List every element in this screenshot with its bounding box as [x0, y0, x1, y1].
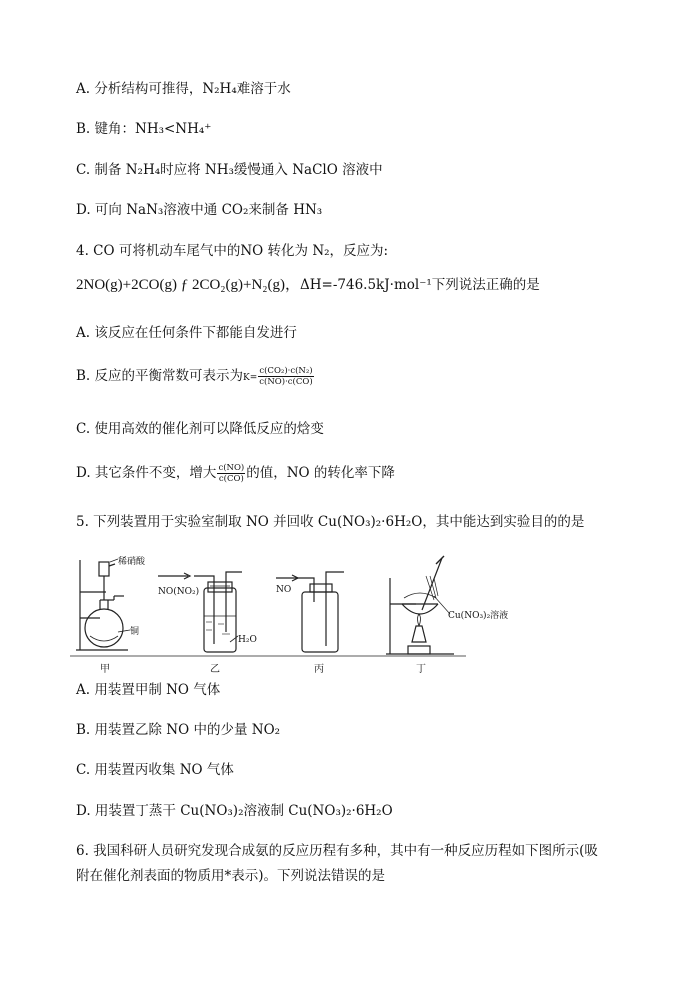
label-jia: 甲 — [100, 664, 110, 675]
label-water: H₂O — [238, 635, 257, 645]
q5-option-d: D. 用装置丁蒸干 Cu(NO₃)₂溶液制 Cu(NO₃)₂·6H₂O — [76, 803, 393, 819]
q5-option-a: A. 用装置甲制 NO 气体 — [76, 682, 221, 698]
q4-stem: 4. CO 可将机动车尾气中的NO 转化为 N₂，反应为: — [76, 243, 389, 259]
apparatus-bing — [276, 572, 344, 652]
apparatus-jia — [76, 559, 130, 650]
apparatus-ding — [386, 556, 454, 654]
q4-option-c: C. 使用高效的催化剂可以降低反应的焓变 — [76, 421, 324, 437]
q5-option-b: B. 用装置乙除 NO 中的少量 NO₂ — [76, 722, 281, 738]
q4-option-a: A. 该反应在任何条件下都能自发进行 — [76, 325, 297, 341]
q4-equation: 2NO(g)+2CO(g) ƒ 2CO₂(g)+N₂(g)， — [76, 277, 301, 293]
ratio-numerator: c(NO) — [218, 463, 245, 473]
q3-option-c: C. 制备 N₂H₄时应将 NH₃缓慢通入 NaClO 溶液中 — [76, 162, 383, 178]
q3-option-b: B. 键角：NH₃<NH₄⁺ — [76, 121, 212, 137]
label-yi: 乙 — [210, 664, 220, 675]
q4-option-d-prefix: D. 其它条件不变，增大 — [76, 465, 217, 481]
label-no-no2: NO(NO₂) — [158, 587, 200, 597]
q6-stem-line2: 附在催化剂表面的物质用*表示)。下列说法错误的是 — [76, 868, 386, 884]
label-copper: 铜 — [130, 627, 140, 637]
k-symbol: K= — [243, 373, 258, 383]
q4-option-b-prefix: B. 反应的平衡常数可表示为 — [76, 368, 244, 384]
q4-option-d — [76, 463, 395, 484]
q4-option-d-suffix: 的值，NO 的转化率下降 — [246, 465, 395, 481]
label-ding: 丁 — [416, 664, 426, 675]
q4-equation-line — [76, 276, 540, 294]
q4-option-b — [76, 366, 315, 387]
q5-option-c: C. 用装置丙收集 NO 气体 — [76, 762, 234, 778]
ratio-denominator: c(CO) — [218, 474, 244, 484]
label-dilute-nitric-acid: 稀硝酸 — [118, 557, 146, 567]
label-bing: 丙 — [314, 664, 324, 675]
apparatus-figure — [70, 552, 630, 678]
q3-option-d: D. 可向 NaN₃溶液中通 CO₂来制备 HN₃ — [76, 202, 323, 218]
q3-option-a: A. 分析结构可推得，N₂H₄难溶于水 — [76, 81, 291, 97]
k-numerator: c(CO₂)·c(N₂) — [259, 366, 313, 376]
q4-delta-h: ΔH=-746.5kJ·mol⁻¹下列说法正确的是 — [300, 277, 540, 293]
apparatus-yi — [158, 572, 242, 652]
q5-stem: 5. 下列装置用于实验室制取 NO 并回收 Cu(NO₃)₂·6H₂O，其中能达到实验目的的是 — [76, 514, 585, 530]
q6-stem-line1: 6. 我国科研人员研究发现合成氨的反应历程有多种，其中有一种反应历程如下图所示(吸 — [76, 843, 598, 859]
label-no-gas: NO — [276, 585, 292, 595]
ratio-fraction — [217, 463, 245, 484]
k-denominator: c(NO)·c(CO) — [259, 377, 313, 387]
label-cu-nitrate-solution: Cu(NO₃)₂溶液 — [448, 611, 509, 621]
k-fraction — [258, 366, 313, 387]
